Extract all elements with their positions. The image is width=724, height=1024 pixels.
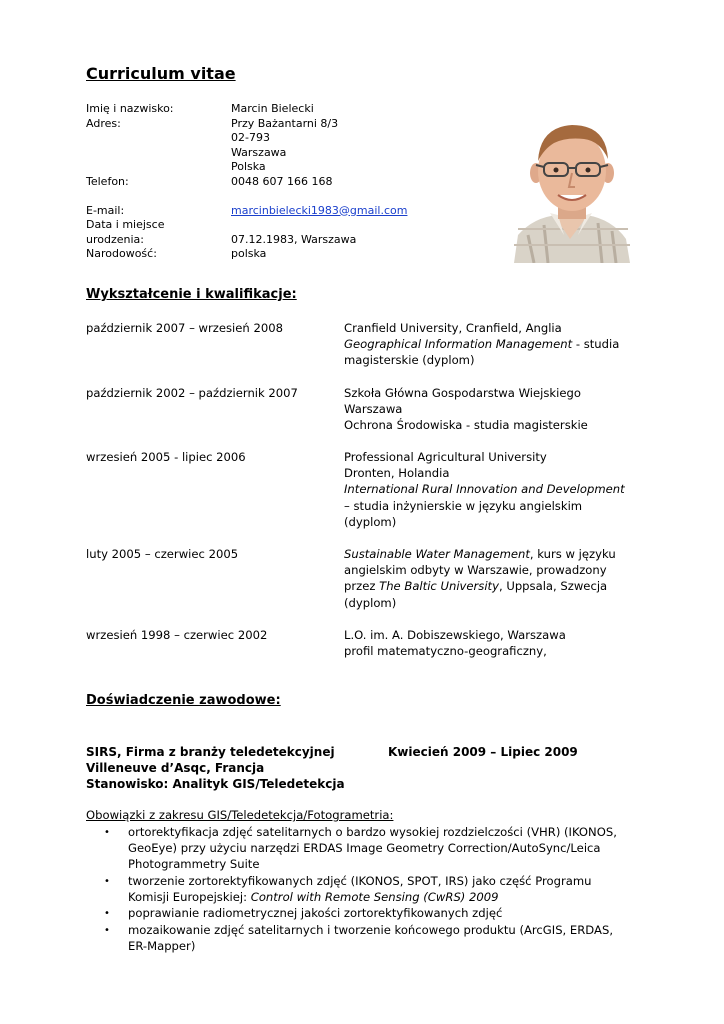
job-header xyxy=(86,744,638,792)
job-period: Kwiecień 2009 – Lipiec 2009 xyxy=(388,745,578,759)
name-row xyxy=(86,102,426,117)
page-title: Curriculum vitae xyxy=(86,64,236,83)
list-item: • tworzenie zortorektyfikowanych zdjęć (IKONOS, SPOT, IRS) jako część Programu Komisji Europejskiej: Control with Remote Sensing (CwRS) 2009 xyxy=(86,873,638,905)
education-description: Professional Agricultural University Dronten, Holandia International Rural Innovation and Development – studia inżynierskie w języku angielskim (dyplom) xyxy=(344,450,625,529)
duties-title: Obowiązki z zakresu GIS/Teledetekcja/Fotogrametria: xyxy=(86,808,394,822)
address-row xyxy=(86,117,426,175)
job-position: Stanowisko: Analityk GIS/Teledetekcja xyxy=(86,777,345,791)
email-label: E-mail: xyxy=(86,203,125,217)
phone-row xyxy=(86,175,426,190)
list-item: • ortorektyfikacja zdjęć satelitarnych o bardzo wysokiej rozdzielczości (VHR) (IKONOS, GeoEye) przy użyciu narzędzi ERDAS Image Geometry Correction/AutoSync/Leica Photogrammetry Suite xyxy=(86,824,638,873)
address-street: Przy Bażantarni 8/3 xyxy=(231,116,339,130)
birth-label-line2: urodzenia: xyxy=(86,232,144,246)
experience-heading: Doświadczenie zawodowe: xyxy=(86,693,281,708)
birth-label xyxy=(86,218,231,247)
education-entry xyxy=(86,385,638,434)
address-label: Adres: xyxy=(86,116,121,130)
bullet-icon: • xyxy=(104,908,110,920)
education-entry xyxy=(86,546,638,611)
email-link[interactable]: marcinbielecki1983@gmail.com xyxy=(231,203,408,217)
nationality-row xyxy=(86,247,426,262)
education-description: L.O. im. A. Dobiszewskiego, Warszawa profil matematyczno-geograficzny, xyxy=(344,628,566,659)
education-date: wrzesień 2005 - lipiec 2006 xyxy=(86,450,246,464)
email-row xyxy=(86,204,426,219)
list-item: • mozaikowanie zdjęć satelitarnych i tworzenie końcowego produktu (ArcGIS, ERDAS, ER-Mapper) xyxy=(86,922,638,954)
education-entry xyxy=(86,627,638,659)
employer: SIRS, Firma z branży teledetekcyjnej xyxy=(86,745,335,759)
address-country: Polska xyxy=(231,160,266,173)
bullet-icon: • xyxy=(104,875,110,887)
nationality-value: polska xyxy=(231,247,267,260)
education-heading: Wykształcenie i kwalifikacje: xyxy=(86,287,297,302)
education-description: Sustainable Water Management, kurs w języku angielskim odbyty w Warszawie, prowadzony przez The Baltic University, Uppsala, Szwecja (dyplom) xyxy=(344,547,616,610)
education-date: luty 2005 – czerwiec 2005 xyxy=(86,547,239,561)
address-value xyxy=(231,117,426,175)
address-zip: 02-793 xyxy=(231,131,270,144)
education-date: październik 2002 – październik 2007 xyxy=(86,386,298,400)
list-item: • poprawianie radiometrycznej jakości zortorektyfikowanych zdjęć xyxy=(86,905,638,922)
bullet-icon: • xyxy=(104,827,110,838)
birth-row xyxy=(86,218,426,247)
personal-info xyxy=(86,102,426,262)
nationality-label: Narodowość: xyxy=(86,247,157,260)
education-description: Cranfield University, Cranfield, Anglia Geographical Information Management - studia magisterskie (dyplom) xyxy=(344,321,620,368)
education-description: Szkoła Główna Gospodarstwa Wiejskiego Warszawa Ochrona Środowiska - studia magisterskie xyxy=(344,386,588,433)
education-entry xyxy=(86,449,638,530)
phone-value: 0048 607 166 168 xyxy=(231,174,333,188)
education-date: wrzesień 1998 – czerwiec 2002 xyxy=(86,628,268,642)
address-city: Warszawa xyxy=(231,145,287,159)
name-label: Imię i nazwisko: xyxy=(86,102,174,115)
education-date: październik 2007 – wrzesień 2008 xyxy=(86,321,283,335)
birth-label-line1: Data i miejsce xyxy=(86,218,165,231)
job-location: Villeneuve d’Asqc, Francja xyxy=(86,761,265,775)
phone-label: Telefon: xyxy=(86,174,129,188)
profile-photo xyxy=(514,117,630,263)
bullet-icon: • xyxy=(104,925,110,937)
duties-list xyxy=(86,824,638,955)
education-entry xyxy=(86,320,638,369)
name-value: Marcin Bielecki xyxy=(231,102,314,115)
birth-value: 07.12.1983, Warszawa xyxy=(231,232,357,246)
portrait-image xyxy=(514,117,630,263)
